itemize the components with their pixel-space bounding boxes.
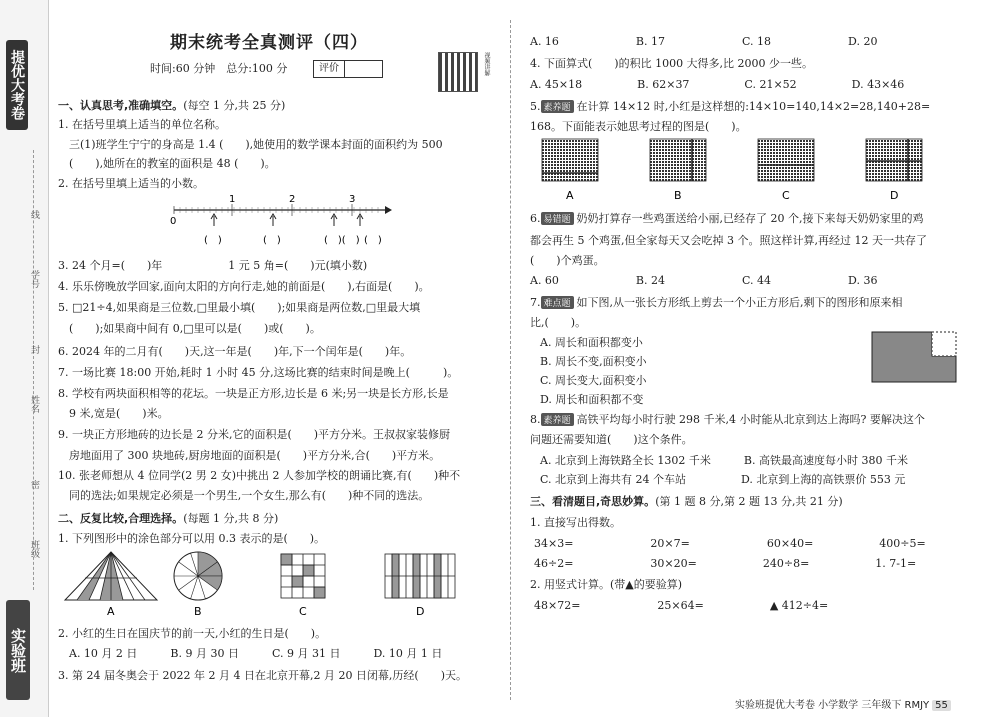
grid-label: C (782, 189, 790, 202)
question-line: 2. 在括号里填上适当的小数。 (58, 177, 204, 190)
shape-label: B (194, 605, 202, 618)
blank: ( ) (263, 235, 281, 246)
field-line: 线 (29, 210, 39, 219)
question-line: 6. 易错题 奶奶打算存一些鸡蛋送给小丽,已经存了 20 个,接下来每天奶奶家里的鸡 (530, 212, 924, 225)
shape-a-triangle (65, 552, 157, 600)
question-line: 2. 用竖式计算。(带▲的要验算) (530, 578, 683, 591)
section-2-heading: 二、反复比较,合理选择。(每题 1 分,共 8 分) (58, 512, 279, 525)
section-3-heading: 三、看清题目,奇思妙算。(第 1 题 8 分,第 2 题 13 分,共 21 分) (530, 495, 843, 508)
question-line: 7. 一场比赛 18:00 开始,耗时 1 小时 45 分,这场比赛的结束时间是晚上( )。 (58, 366, 459, 379)
options-line: A. 45×18 B. 62×37 C. 21×52 D. 43×46 (530, 78, 905, 91)
question-line: 4. 下面算式( )的积比 1000 大得多,比 2000 少一些。 (530, 57, 814, 70)
question-line: 10. 张老师想从 4 位同学(2 男 2 女)中挑出 2 人参加学校的朗诵比赛,有( )种不 (58, 469, 461, 482)
tag-badge: 素养题 (541, 413, 574, 426)
options-line: A. 北京到上海铁路全长 1302 千米 B. 高铁最高速度每小时 380 千米 (540, 454, 908, 467)
question-line: 9 米,宽是( )米。 (58, 407, 169, 420)
question-line: 1. 直接写出得数。 (530, 516, 621, 529)
question-line: 房地面用了 300 块地砖,厨房地面的面积是( )平方分米,合( )平方米。 (58, 449, 441, 462)
question-line: ( )个鸡蛋。 (530, 254, 605, 267)
column-divider (510, 20, 511, 700)
calc-row: 34×3= 20×7= 60×40= 400÷5= (534, 537, 926, 550)
options-line: A. 60 B. 24 C. 44 D. 36 (530, 274, 878, 287)
blank: ( )( ) (324, 235, 360, 246)
brand-bottom: 实验班 (6, 600, 30, 700)
question-line: ( );如果商中间有 0,□里可以是( )或( )。 (58, 322, 321, 335)
question-line: ( ),她所在的教室的面积是 48 ( )。 (58, 157, 276, 170)
question-line: 3. 24 个月=( )年 1 元 5 角=( )元(填小数) (58, 259, 368, 272)
section-1-heading: 一、认真思考,准确填空。(每空 1 分,共 25 分) (58, 99, 286, 112)
field-name: 姓名 (29, 395, 39, 413)
shape-label: D (416, 605, 425, 618)
grid-label: D (890, 189, 899, 202)
qr-label: 视频讲解 (483, 52, 490, 76)
shape-c-grid (281, 554, 325, 598)
calc-row: 48×72= 25×64= ▲ 412÷4= (534, 599, 829, 612)
question-line: 问题还需要知道( )这个条件。 (530, 433, 693, 446)
option-line: A. 周长和面积都变小 (540, 336, 643, 349)
field-id: 学号 (29, 270, 39, 288)
exam-meta: 时间:60 分钟 总分:100 分 (150, 62, 288, 75)
tick-label: 2 (289, 194, 296, 205)
options-line: A. 16 B. 17 C. 18 D. 20 (530, 35, 878, 48)
field-secret: 密 (29, 480, 39, 489)
tick-label: 1 (229, 194, 236, 205)
question-line: 8. 学校有两块面积相等的花坛。一块是正方形,边长是 6 米;另一块是长方形,长是 (58, 387, 449, 400)
qr-code-icon[interactable] (438, 52, 478, 92)
question-line: 1. 下列图形中的涂色部分可以用 0.3 表示的是( )。 (58, 532, 326, 545)
question-line: A. 10 月 2 日 B. 9 月 30 日 C. 9 月 31 日 D. 10 月 1 日 (58, 647, 443, 660)
dot-grid-options (530, 137, 950, 205)
binding-sidebar (0, 0, 49, 717)
question-line: 168。下面能表示她思考过程的图是( )。 (530, 120, 747, 133)
question-line: 都会再生 5 个鸡蛋,但全家每天又会吃掉 3 个。照这样计算,再经过 12 天一共存了 (530, 234, 927, 247)
question-line: 三(1)班学生宁宁的身高是 1.4 ( ),她使用的数学课本封面的面积约为 500 (58, 138, 443, 151)
question-line: 同的选法;如果规定必须是一个男生,一个女生,那么有( )种不同的选法。 (58, 489, 430, 502)
blank: ( ) (204, 235, 222, 246)
tick-label: 0 (170, 216, 177, 227)
shape-label: C (299, 605, 307, 618)
score-label: 评价 (314, 61, 345, 77)
shape-label: A (107, 605, 115, 618)
question-line: 5. □21÷4,如果商是三位数,□里最小填( );如果商是两位数,□里最大填 (58, 301, 421, 314)
grid-label: A (566, 189, 574, 202)
field-seal: 封 (29, 345, 39, 354)
tag-badge: 难点题 (541, 296, 574, 309)
question-line: 9. 一块正方形地砖的边长是 2 分米,它的面积是( )平方分米。王叔叔家装修厨 (58, 428, 451, 441)
tag-badge: 易错题 (541, 212, 574, 225)
score-box[interactable] (313, 60, 383, 78)
question-line: 3. 第 24 届冬奥会于 2022 年 2 月 4 日在北京开幕,2 月 20 日闭幕,历经( )天。 (58, 669, 468, 682)
shape-b-circle (174, 552, 222, 600)
question-line: 8. 素养题 高铁平均每小时行驶 298 千米,4 小时能从北京到达上海吗? 要解决这个 (530, 413, 925, 426)
option-line: D. 周长和面积都不变 (540, 393, 644, 406)
brand-top: 提优大考卷 (6, 40, 28, 130)
calc-row: 46÷2= 30×20= 240÷8= 1. 7-1= (534, 557, 917, 570)
shape-options (55, 548, 505, 620)
option-line: C. 周长变大,面积变小 (540, 374, 647, 387)
option-line: B. 周长不变,面积变小 (540, 355, 647, 368)
question-line: 比,( )。 (530, 316, 587, 329)
blank: ( ) (364, 235, 382, 246)
footer (735, 696, 951, 711)
tag-badge: 素养题 (541, 100, 574, 113)
question-line: 5. 素养题 在计算 14×12 时,小红是这样想的:14×10=140,14×2=28,140+28= (530, 100, 931, 113)
question-line: 4. 乐乐傍晚放学回家,面向太阳的方向行走,她的前面是( ),右面是( )。 (58, 280, 430, 293)
page-number: 55 (932, 700, 951, 711)
question-line: 7. 难点题 如下图,从一张长方形纸上剪去一个小正方形后,剩下的图形和原来相 (530, 296, 903, 309)
question-line: 2. 小红的生日在国庆节的前一天,小红的生日是( )。 (58, 627, 327, 640)
question-line: 6. 2024 年的二月有( )天,这一年是( )年,下一个闰年是( )年。 (58, 345, 412, 358)
tick-label: 3 (349, 194, 356, 205)
page-title: 期末统考全真测评（四） (170, 33, 368, 53)
field-class: 班级 (29, 540, 39, 558)
options-line: C. 北京到上海共有 24 个车站 D. 北京到上海的高铁票价 553 元 (540, 473, 906, 486)
footer-text: 实验班提优大考卷 小学数学 三年级下 RMJY (735, 700, 930, 711)
shape-d-bars (385, 554, 455, 598)
cut-rectangle-figure (870, 330, 960, 384)
grid-label: B (674, 189, 682, 202)
question-line: 1. 在括号里填上适当的单位名称。 (58, 118, 226, 131)
number-line (160, 192, 400, 252)
